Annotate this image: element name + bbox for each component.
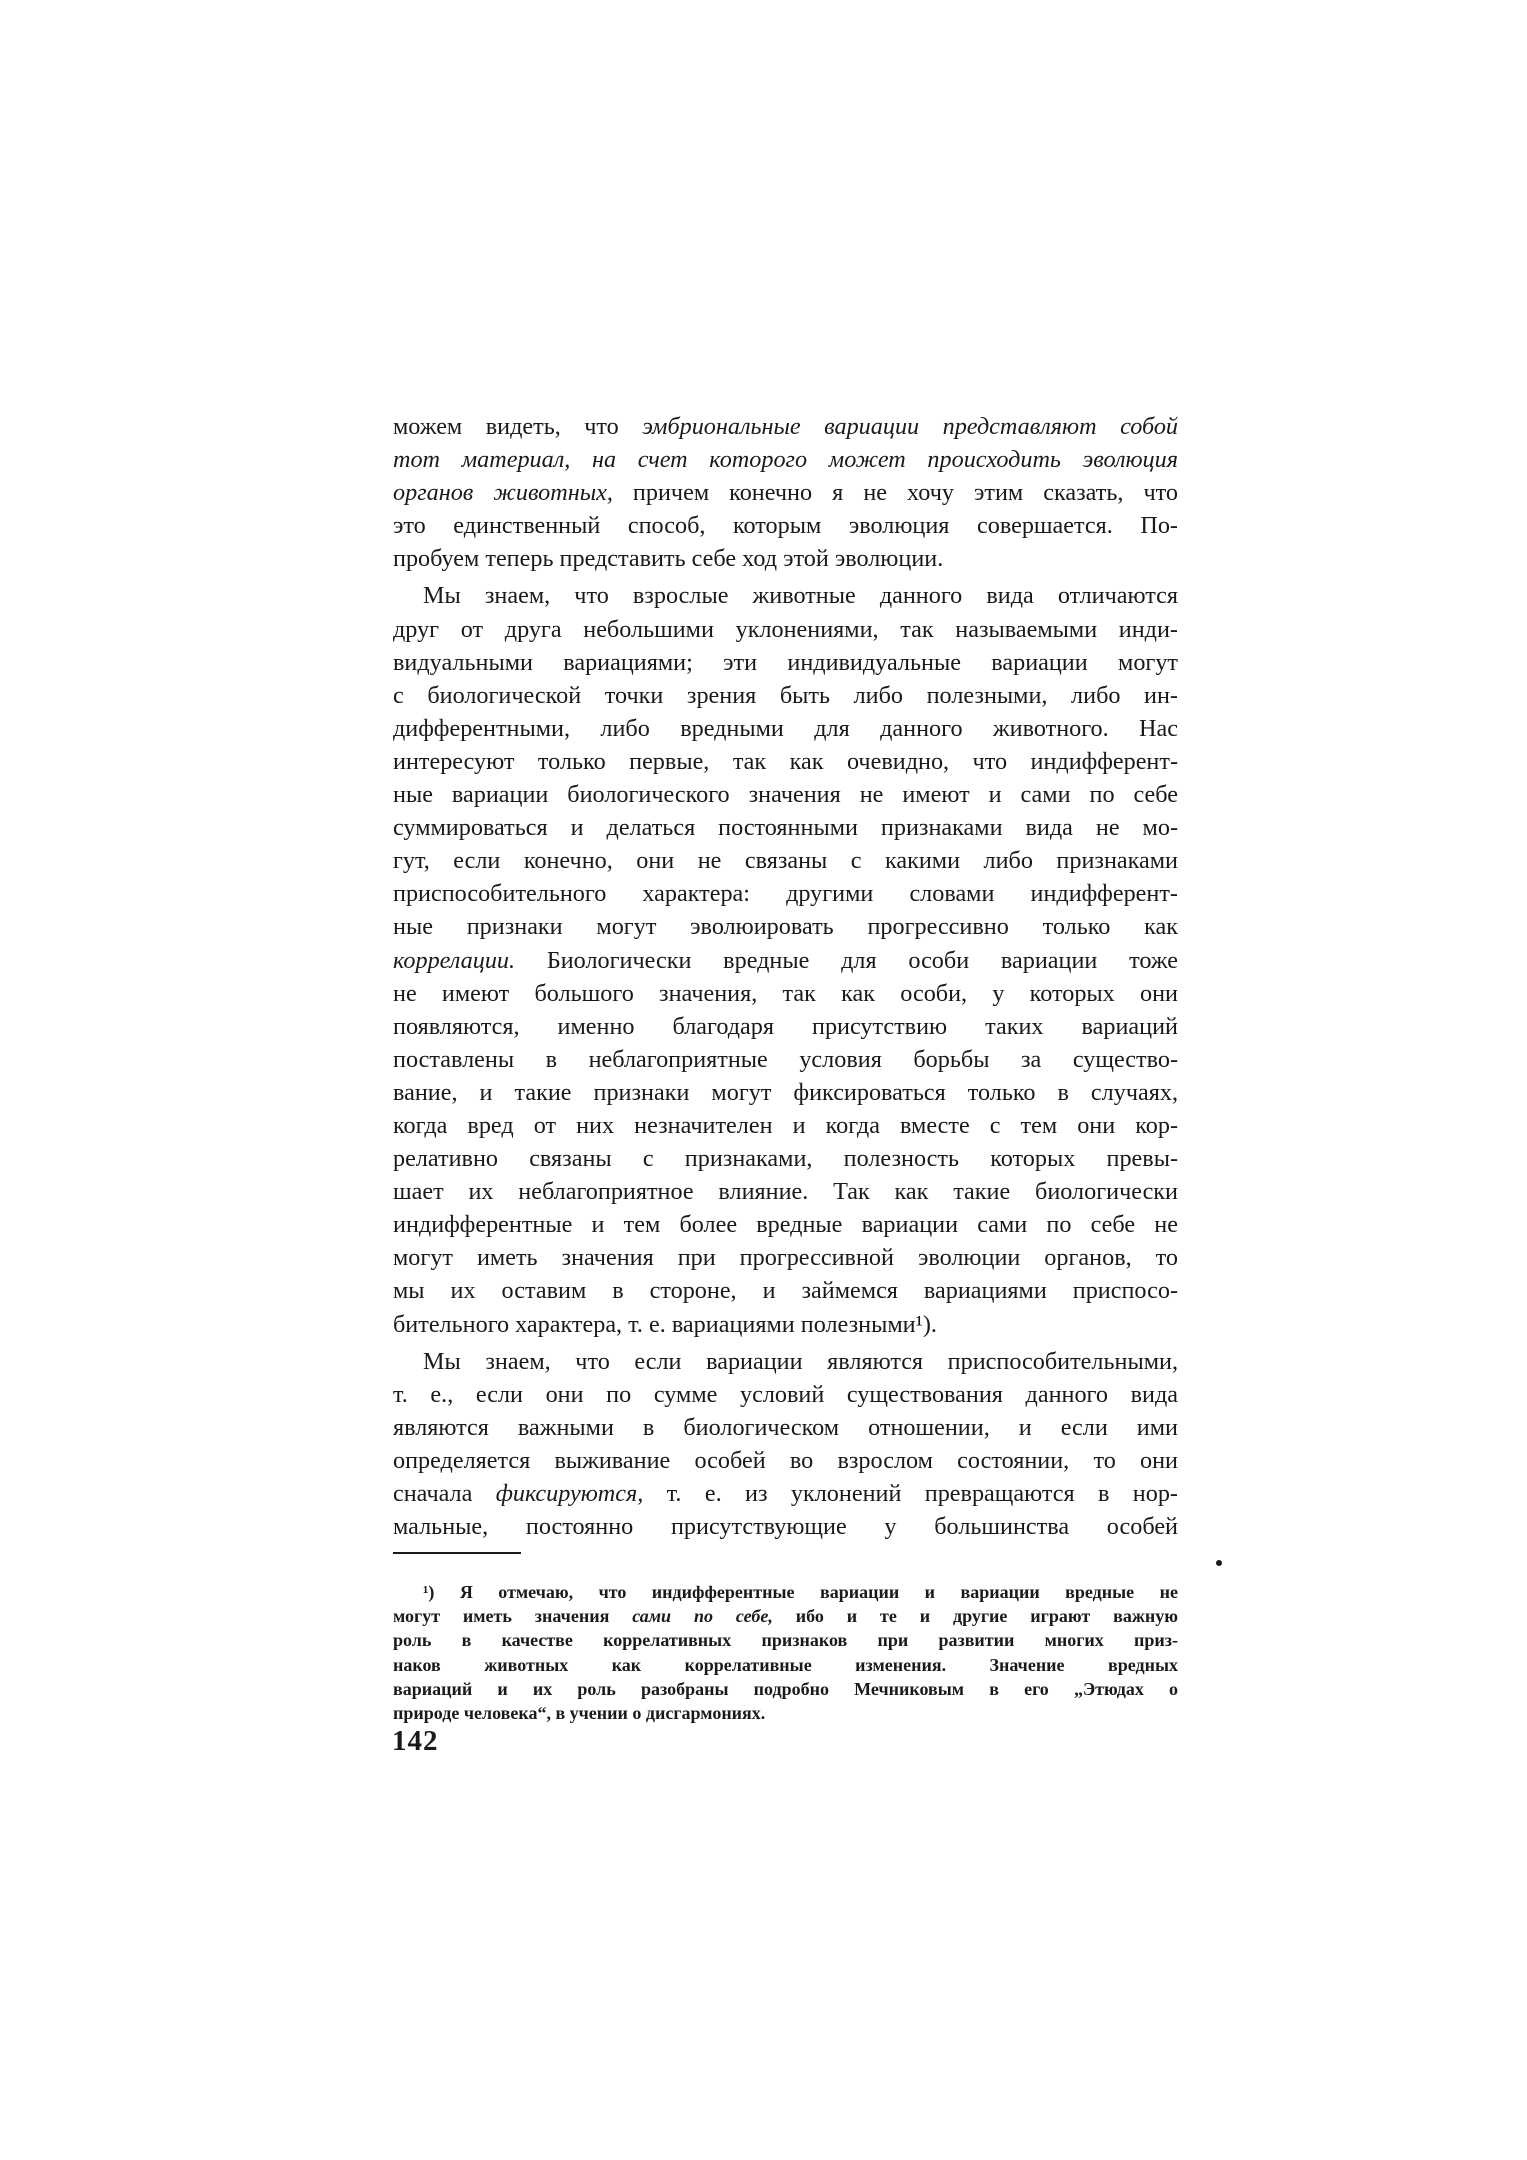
text-run: видуальными вариациями; эти индивидуальные вариации могут <box>393 648 1178 676</box>
text-run: суммироваться и делаться постоянными признаками вида не мо- <box>393 814 1178 842</box>
body-text-line <box>393 1345 1178 1378</box>
text-run: наков животных как коррелативные изменения. Значение вредных <box>393 1654 1178 1675</box>
body-text-line <box>393 844 1178 877</box>
body-text-line <box>393 1175 1178 1208</box>
body-text-line <box>393 613 1178 646</box>
footnote-block <box>393 1580 1178 1725</box>
text-run: т. е. из уклонений превращаются в нор- <box>643 1480 1178 1507</box>
text-run: причем конечно я не хочу этим сказать, что <box>612 479 1178 507</box>
footnote-line <box>393 1604 1178 1628</box>
text-run: с биологической точки зрения быть либо полезными, либо ин- <box>393 681 1178 709</box>
footnote-line <box>393 1677 1178 1701</box>
text-run: пробуем теперь представить себе ход этой эволюции. <box>393 545 944 573</box>
text-run: приспособительного характера: другими словами индифферент- <box>393 880 1178 908</box>
text-run: индифферентные и тем более вредные вариации сами по себе не <box>393 1211 1178 1239</box>
body-text-line <box>393 1444 1178 1477</box>
body-text-line <box>393 509 1178 542</box>
body-text-line <box>393 1477 1178 1510</box>
footnote-separator-rule <box>393 1552 521 1554</box>
ink-speck <box>1216 1560 1222 1566</box>
text-run: могут иметь значения при прогрессивной эволюции органов, то <box>393 1244 1178 1272</box>
body-text-line <box>393 977 1178 1010</box>
body-text-line <box>393 410 1178 443</box>
body-text-line <box>393 778 1178 811</box>
italic-text-run: эмбриональные вариации представляют собой <box>642 413 1178 440</box>
italic-text-run: органов животных, <box>393 479 613 507</box>
body-text-line <box>393 1076 1178 1109</box>
text-run: природе человека“, в учении о дисгармониях. <box>393 1702 766 1723</box>
text-run: определяется выживание особей во взрослом состоянии, то они <box>393 1446 1178 1474</box>
text-run: являются важными в биологическом отношении, и если ими <box>393 1413 1178 1441</box>
body-text-line <box>393 1308 1178 1341</box>
text-run: бительного характера, т. е. вариациями полезными¹). <box>393 1310 937 1338</box>
body-text-line <box>393 745 1178 778</box>
text-run: дифферентными, либо вредными для данного животного. Нас <box>393 714 1178 742</box>
body-text-line <box>393 476 1178 509</box>
text-run: это единственный способ, которым эволюция совершается. По- <box>393 512 1178 540</box>
text-run: друг от друга небольшими уклонениями, так называемыми инди- <box>393 615 1178 643</box>
body-text-line <box>393 542 1178 575</box>
text-run: мы их оставим в стороне, и займемся вариациями приспосо- <box>393 1277 1178 1305</box>
text-run: появляются, именно благодаря присутствию таких вариаций <box>393 1012 1178 1040</box>
body-text-line <box>393 679 1178 712</box>
text-run: Биологически вредные для особи вариации тоже <box>515 946 1178 974</box>
footnote-line <box>393 1580 1178 1604</box>
body-text-line <box>393 443 1178 476</box>
body-text-line <box>393 1109 1178 1142</box>
text-run: когда вред от них незначителен и когда вместе с тем они кор- <box>393 1111 1178 1139</box>
text-run: мальные, постоянно присутствующие у большинства особей <box>393 1513 1178 1541</box>
body-text-line <box>393 877 1178 910</box>
text-run: ¹) Я отмечаю, что индифферентные вариации и вариации вредные не <box>423 1582 1178 1602</box>
body-text-line <box>393 1208 1178 1241</box>
text-run: вание, и такие признаки могут фиксироваться только в случаях, <box>393 1078 1178 1106</box>
text-run: могут иметь значения <box>393 1606 633 1627</box>
body-text-line <box>393 1043 1178 1076</box>
body-text-line <box>393 579 1178 612</box>
text-run: ные признаки могут эволюировать прогрессивно только как <box>393 913 1178 941</box>
text-run: роль в качестве коррелативных признаков при развитии многих приз- <box>393 1630 1178 1651</box>
footnote-line <box>393 1628 1178 1652</box>
footnote-line <box>393 1653 1178 1677</box>
body-text-line <box>393 1241 1178 1274</box>
body-text-line <box>393 811 1178 844</box>
text-run: не имеют большого значения, так как особи, у которых они <box>393 979 1178 1007</box>
text-run: релативно связаны с признаками, полезность которых превы- <box>393 1145 1178 1173</box>
text-run: ибо и те и другие играют важную <box>772 1606 1178 1627</box>
body-text-line <box>393 1411 1178 1444</box>
text-run: сначала <box>393 1480 496 1507</box>
body-text-line <box>393 1142 1178 1175</box>
text-run: т. е., если они по сумме условий существования данного вида <box>393 1380 1178 1408</box>
italic-text-run: тот материал, на счет которого может происходить эволюция <box>393 446 1178 474</box>
italic-text-run: коррелации. <box>393 946 516 974</box>
text-run: можем видеть, что <box>393 413 643 440</box>
body-text-line <box>393 1378 1178 1411</box>
text-run: интересуют только первые, так как очевидно, что индифферент- <box>393 747 1178 775</box>
body-text-line <box>393 1010 1178 1043</box>
text-run: шает их неблагоприятное влияние. Так как такие биологически <box>393 1178 1178 1206</box>
body-text-line <box>393 944 1178 977</box>
text-run: вариаций и их роль разобраны подробно Мечниковым в его „Этюдах о <box>393 1678 1178 1699</box>
text-run: гут, если конечно, они не связаны с какими либо признаками <box>393 847 1178 875</box>
body-text-line <box>393 1274 1178 1307</box>
body-text-line <box>393 646 1178 679</box>
body-text-line <box>393 910 1178 943</box>
text-run: Мы знаем, что взрослые животные данного вида отличаются <box>423 582 1178 610</box>
text-run: поставлены в неблагоприятные условия борьбы за существо- <box>393 1045 1178 1073</box>
italic-text-run: сами по себе, <box>632 1606 773 1627</box>
footnote-line <box>393 1701 1178 1725</box>
text-run: ные вариации биологического значения не имеют и сами по себе <box>393 781 1178 809</box>
text-run: Мы знаем, что если вариации являются приспособительными, <box>423 1347 1178 1375</box>
main-text-block <box>393 410 1178 1543</box>
italic-text-run: фиксируются, <box>495 1480 644 1507</box>
body-text-line <box>393 712 1178 745</box>
body-text-line <box>393 1510 1178 1543</box>
page-number: 142 <box>392 1725 439 1757</box>
